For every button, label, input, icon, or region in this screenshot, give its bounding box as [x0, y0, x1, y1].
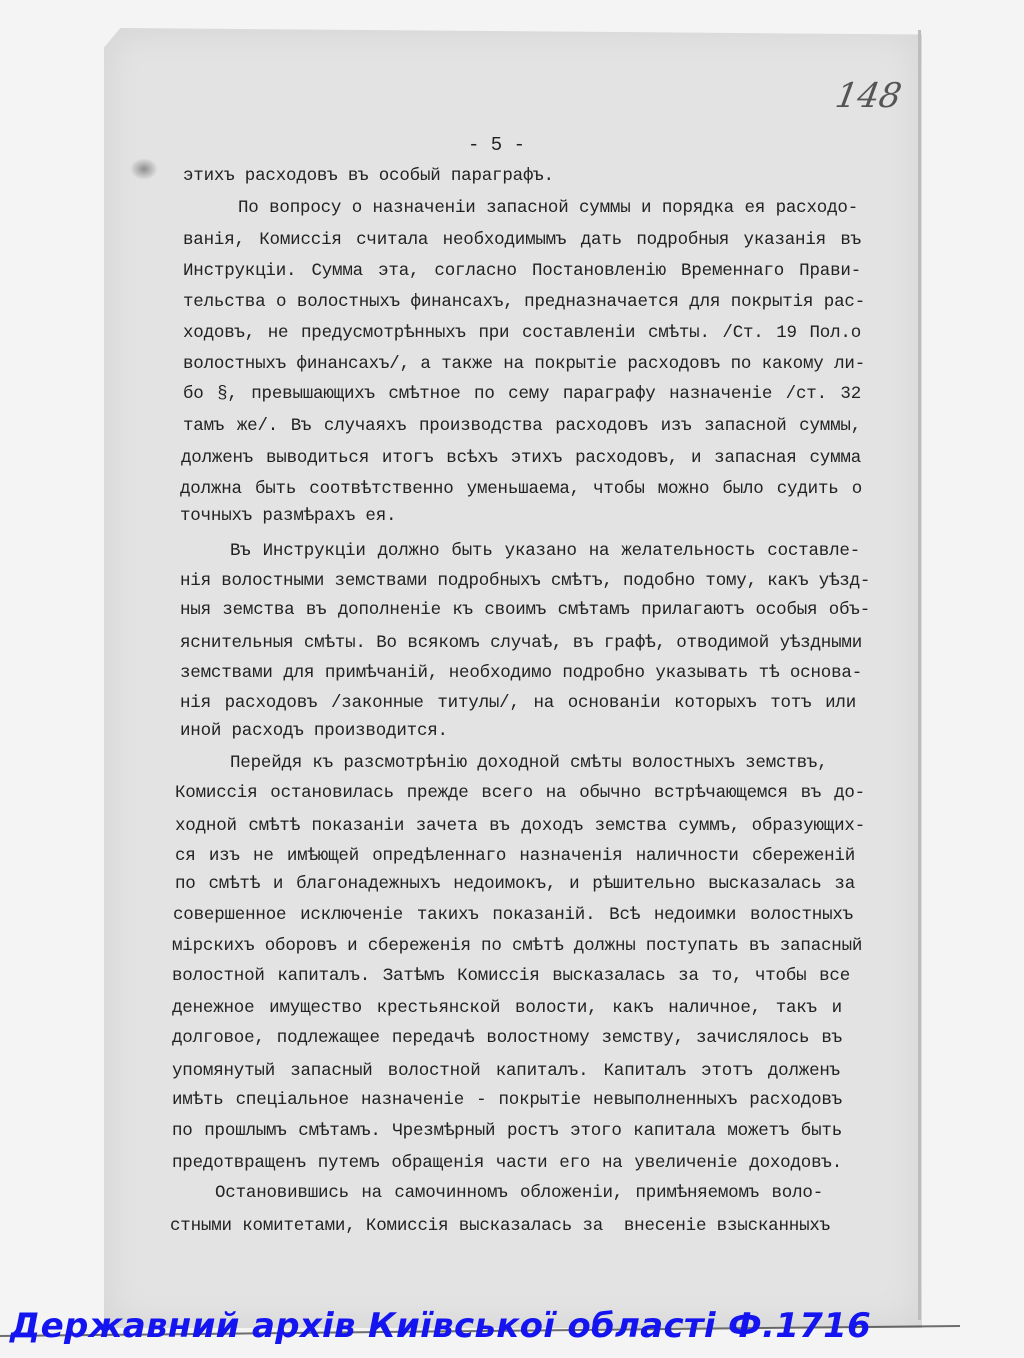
- text-line: нія волостными земствами подробныхъ смѣтъ, подобно тому, какъ уѣзд-: [180, 571, 871, 591]
- text-line: иной расходъ производится.: [180, 721, 448, 741]
- page-edge: [918, 30, 921, 1320]
- text-line: тельства о волостныхъ финансахъ, предназначается для покрытія рас-: [183, 292, 865, 312]
- text-line: долженъ выводиться итогъ всѣхъ этихъ расходовъ, и запасная сумма: [181, 448, 861, 468]
- text-line: ся изъ не имѣющей опредѣленнаго назначенія наличности сбереженій: [175, 846, 855, 866]
- text-line: точныхъ размѣрахъ ея.: [180, 506, 397, 526]
- text-line: долговое, подлежащее передачѣ волостному земству, зачислялось въ: [172, 1028, 842, 1048]
- archive-watermark: Державний архів Київської області Ф.1716: [10, 1306, 872, 1346]
- text-line: ходовъ, не предусмотрѣнныхъ при составленіи смѣты. /Ст. 19 Пол.о: [183, 323, 861, 343]
- page-number: - 5 -: [468, 134, 526, 156]
- text-line: денежное имущество крестьянской волости, какъ наличное, такъ и: [172, 998, 842, 1018]
- text-line: земствами для примѣчаній, необходимо подробно указывать тѣ основа-: [180, 663, 862, 683]
- text-line: Остановившись на самочинномъ обложеніи, примѣняемомъ воло-: [215, 1183, 823, 1203]
- text-line: предотвращенъ путемъ обращенія части его на увеличеніе доходовъ.: [172, 1153, 842, 1173]
- text-line: по прошлымъ смѣтамъ. Чрезмѣрный ростъ этого капитала можетъ быть: [172, 1121, 842, 1141]
- text-line: должна быть соотвѣтственно уменьшаема, чтобы можно было судить о: [180, 479, 862, 499]
- text-line: ныя земства въ дополненіе къ своимъ смѣтамъ прилагаютъ особыя объ-: [180, 600, 870, 620]
- text-line: По вопросу о назначеніи запасной суммы и порядка ея расходо-: [238, 198, 858, 218]
- text-line: Инструкціи. Сумма эта, согласно Постановленію Временнаго Прави-: [183, 261, 861, 281]
- text-line: по смѣтѣ и благонадежныхъ недоимокъ, и рѣшительно высказалась за: [175, 874, 855, 894]
- text-line: ходной смѣтѣ показаніи зачета въ доходъ земства суммъ, образующих-: [175, 816, 865, 836]
- text-line: тамъ же/. Въ случаяхъ производства расходовъ изъ запасной суммы,: [183, 416, 861, 436]
- text-line: совершенное исключеніе такихъ показаній. Всѣ недоимки волостныхъ: [173, 905, 853, 925]
- text-line: волостной капиталъ. Затѣмъ Комиссія высказалась за то, чтобы все: [172, 966, 850, 986]
- text-line: волостныхъ финансахъ/, а также на покрытіе расходовъ по какому ли-: [183, 354, 865, 374]
- text-line: Комиссія остановилась прежде всего на обычно встрѣчающемся въ до-: [175, 783, 865, 803]
- text-line: стными комитетами, Комиссія высказалась за внесеніе взысканныхъ: [170, 1216, 830, 1236]
- text-line: Перейдя къ разсмотрѣнію доходной смѣты волостныхъ земствъ,: [230, 753, 828, 773]
- text-line: ванія, Комиссія считала необходимымъ дать подробныя указанія въ: [183, 230, 861, 250]
- ink-blot: [130, 158, 158, 180]
- text-line: имѣть спеціальное назначеніе - покрытіе невыполненныхъ расходовъ: [172, 1090, 842, 1110]
- text-line: бо §, превышающихъ смѣтное по сему параграфу назначеніе /ст. 32: [183, 384, 861, 404]
- text-line: мірскихъ оборовъ и сбереженія по смѣтѣ должны поступать въ запасный: [172, 936, 863, 956]
- text-line: нія расходовъ /законные титулы/, на основаніи которыхъ тотъ или: [180, 693, 856, 713]
- text-line: яснительныя смѣты. Во всякомъ случаѣ, въ графѣ, отводимой уѣздными: [180, 633, 862, 653]
- text-line: Въ Инструкціи должно быть указано на желательность составле-: [230, 541, 860, 561]
- text-line: этихъ расходовъ въ особый параграфъ.: [183, 166, 554, 186]
- text-line: упомянутый запасный волостной капиталъ. Капиталъ этотъ долженъ: [172, 1061, 840, 1081]
- handwritten-folio-number: 148: [832, 76, 905, 116]
